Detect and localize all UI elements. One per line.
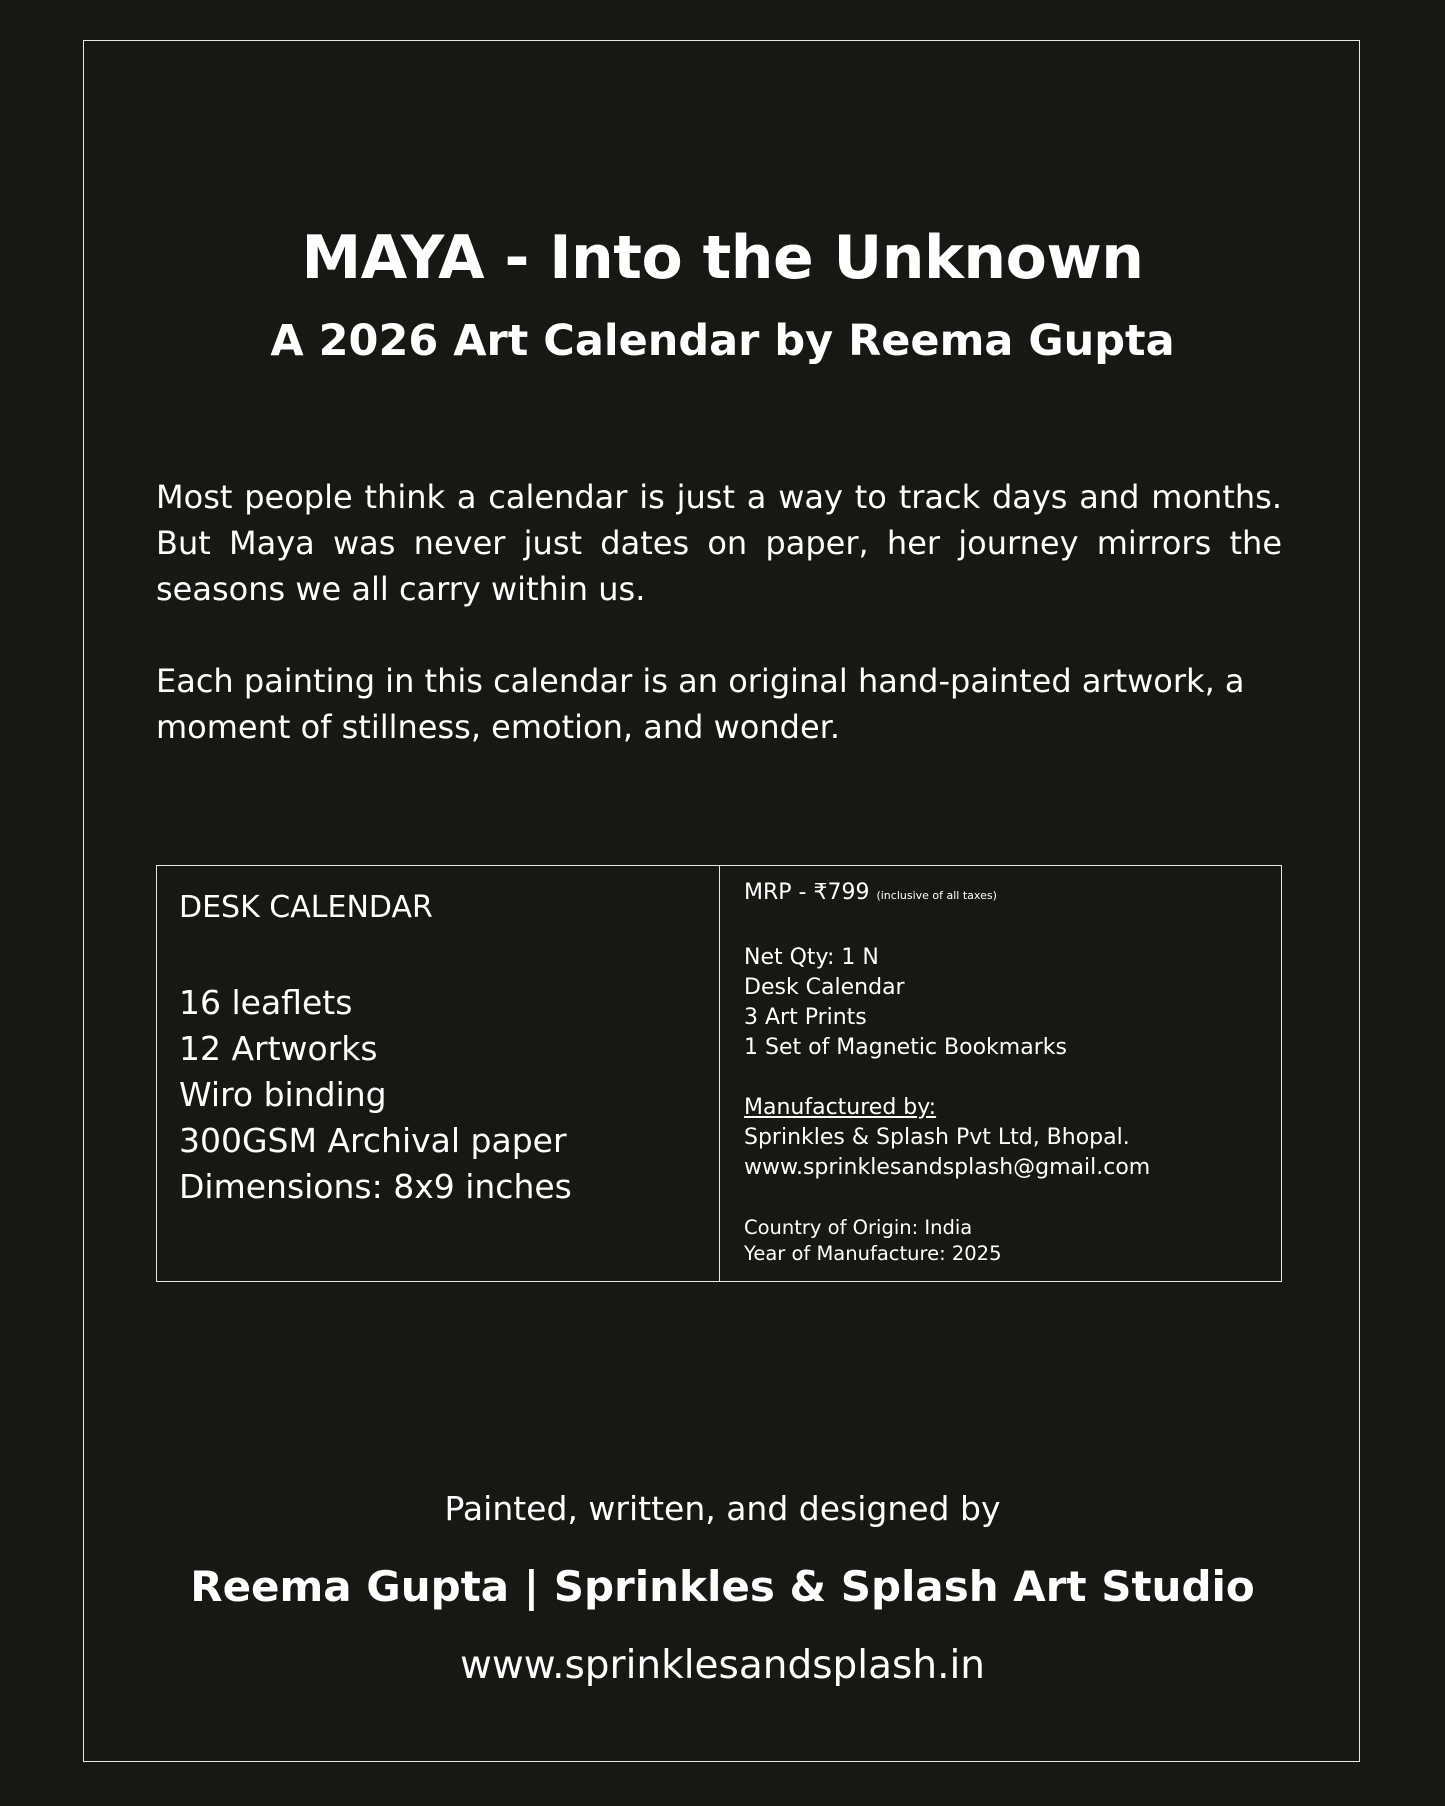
mrp-line [744, 878, 1281, 911]
product-info-box [156, 865, 1282, 1282]
page-title: MAYA - Into the Unknown [301, 223, 1144, 293]
contents-item: Desk Calendar [744, 975, 905, 1000]
country-of-origin: Country of Origin: India [744, 1216, 973, 1239]
credit-line: Painted, written, and designed by [444, 1489, 1001, 1528]
intro-paragraph-1: Most people think a calendar is just a way to track days and months. But Maya was never just dates on paper, her journey mirrors the seasons we all carry within us. [156, 478, 1282, 608]
details-panel [720, 866, 1281, 1281]
specs-panel [157, 866, 720, 1281]
manufacturer-name: Sprinkles & Splash Pvt Ltd, Bhopal. [744, 1125, 1130, 1150]
manufacturer-label: Manufactured by: [744, 1095, 937, 1120]
contents-item: Net Qty: 1 N [744, 945, 879, 970]
spec-item: 12 Artworks [179, 1029, 378, 1068]
contents-item: 1 Set of Magnetic Bookmarks [744, 1035, 1067, 1060]
website-url: www.sprinklesandsplash.in [459, 1643, 986, 1688]
spec-item: Dimensions: 8x9 inches [179, 1167, 572, 1206]
spec-item: Wiro binding [179, 1075, 387, 1114]
year-of-manufacture: Year of Manufacture: 2025 [744, 1242, 1002, 1265]
mrp-note: (inclusive of all taxes) [876, 889, 997, 902]
manufacturer-email: www.sprinklesandsplash@gmail.com [744, 1155, 1151, 1180]
intro-paragraph-2: Each painting in this calendar is an original hand-painted artwork, a moment of stillness, emotion, and wonder. [156, 662, 1245, 746]
spec-item: 16 leaflets [179, 983, 353, 1022]
mrp-price: MRP - ₹799 [744, 880, 870, 905]
spec-item: 300GSM Archival paper [179, 1121, 567, 1160]
contents-item: 3 Art Prints [744, 1005, 867, 1030]
specs-heading: DESK CALENDAR [179, 890, 433, 925]
page-subtitle: A 2026 Art Calendar by Reema Gupta [270, 316, 1175, 366]
studio-name: Reema Gupta | Sprinkles & Splash Art Studio [190, 1562, 1255, 1611]
